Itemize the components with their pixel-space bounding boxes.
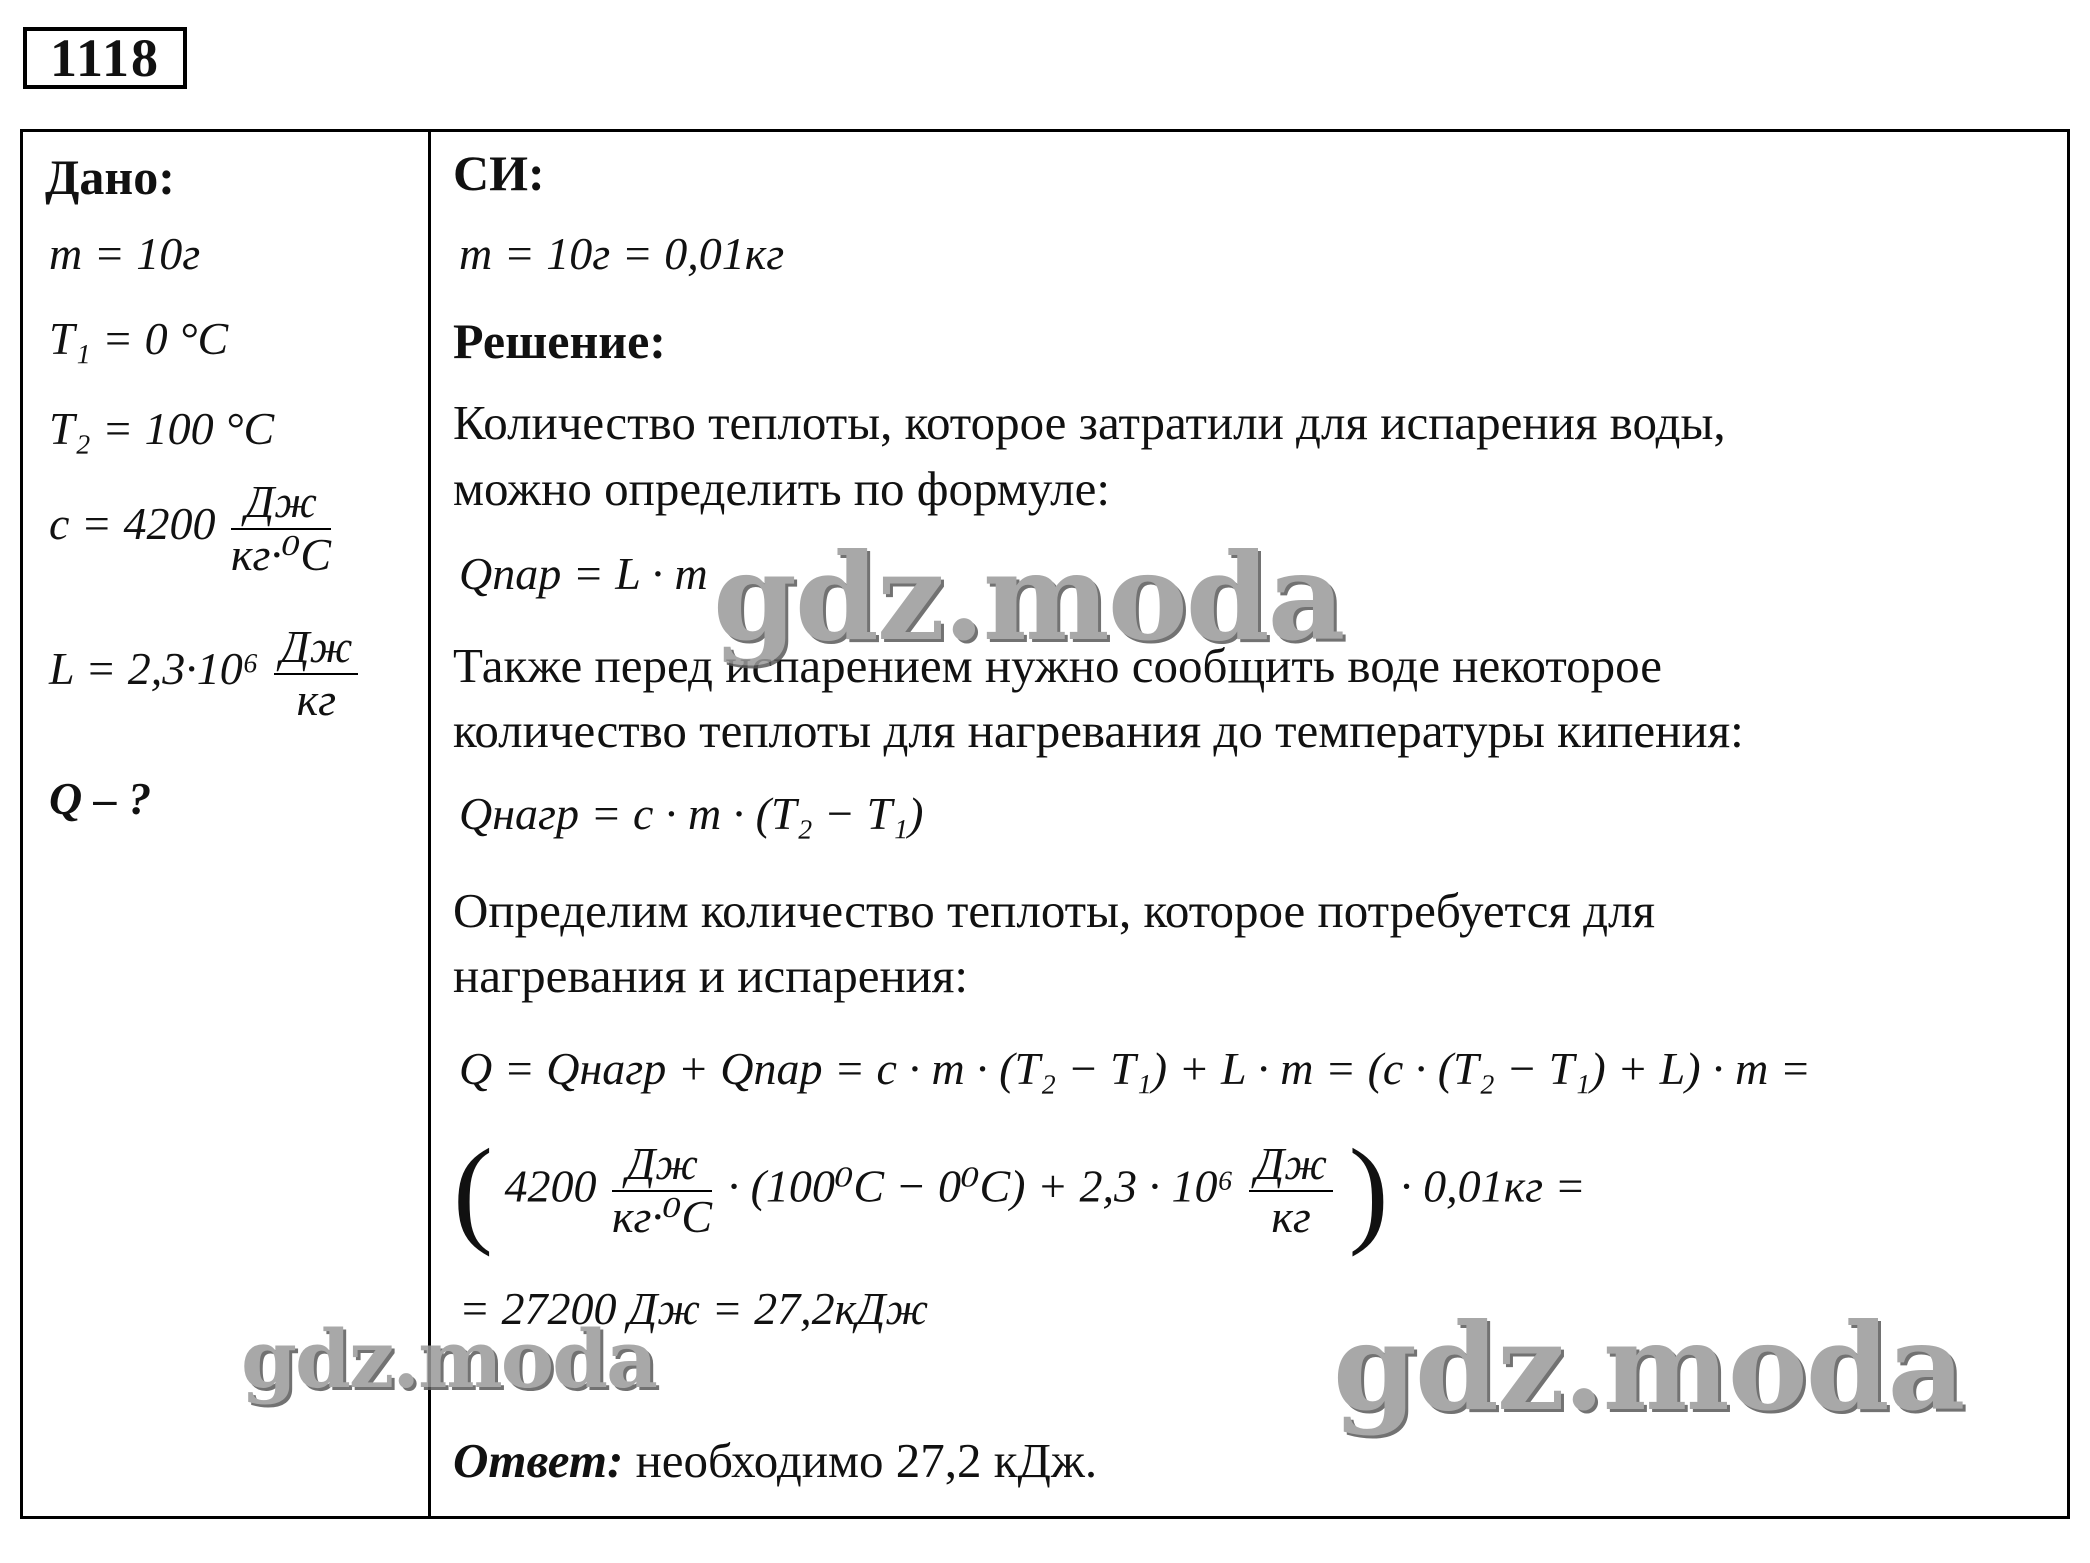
solution-paragraph-3-line-2: нагревания и испарения: xyxy=(453,948,969,1003)
si-conversion: m = 10г = 0,01кг xyxy=(459,228,785,279)
c-value: c = 4200 xyxy=(49,498,216,550)
given-specific-heat xyxy=(49,477,335,580)
sub-tail: · 0,01кг = xyxy=(1400,1160,1586,1212)
solution-paragraph-1-line-1: Количество теплоты, которое затратили для испарения воды, xyxy=(453,395,1726,450)
formula-total: Q = Qнагр + Qпар = c · m · (T₂ − T₁) + L · m = (c · (T₂ − T₁) + L) · m = xyxy=(459,1043,1811,1094)
given-t2: T₂ = 100 °C xyxy=(49,403,275,454)
right-paren-icon: ) xyxy=(1348,1124,1389,1257)
c-unit-numerator: Дж xyxy=(231,477,331,530)
answer-line xyxy=(453,1432,1097,1489)
c-unit-denominator: кг·⁰C xyxy=(230,528,332,580)
l-unit-numerator: Дж xyxy=(274,622,358,675)
formula-substitution xyxy=(453,1122,1586,1260)
problem-number: 1118 xyxy=(23,27,187,89)
sub-middle: · (100⁰C − 0⁰C) + 2,3 · 10⁶ xyxy=(727,1160,1234,1212)
watermark-left: gdz.moda xyxy=(241,1312,656,1406)
watermark-top: gdz.moda xyxy=(713,527,1344,668)
solution-paragraph-2-line-1: Также перед испарением нужно сообщить воде некоторое xyxy=(453,638,1662,693)
solution-heading: Решение: xyxy=(453,313,666,369)
solution-paragraph-1-line-2: можно определить по формуле: xyxy=(453,461,1110,516)
sub-l-unit-denominator: кг xyxy=(1271,1191,1311,1242)
sub-l-unit-numerator: Дж xyxy=(1249,1139,1333,1192)
given-find: Q – ? xyxy=(49,773,152,824)
given-mass: m = 10г xyxy=(49,228,201,279)
l-unit-denominator: кг xyxy=(296,673,337,725)
solution-table xyxy=(20,129,2070,1519)
given-latent-heat xyxy=(49,622,362,725)
formula-vaporization: Qпар = L · m xyxy=(459,548,708,599)
answer-text: необходимо 27,2 кДж. xyxy=(635,1433,1098,1488)
given-t1: T₁ = 0 °C xyxy=(49,313,229,364)
solution-paragraph-2-line-2: количество теплоты для нагревания до температуры кипения: xyxy=(453,703,1744,758)
sub-c-value: 4200 xyxy=(504,1160,597,1212)
solution-paragraph-3-line-1: Определим количество теплоты, которое потребуется для xyxy=(453,883,1656,938)
si-heading: СИ: xyxy=(453,145,545,201)
sub-c-unit-fraction xyxy=(612,1139,712,1242)
formula-result: = 27200 Дж = 27,2кДж xyxy=(459,1283,929,1334)
sub-l-unit-fraction xyxy=(1249,1139,1333,1242)
left-paren-icon: ( xyxy=(453,1124,493,1257)
given-heading: Дано: xyxy=(45,149,175,205)
l-value: L = 2,3·10⁶ xyxy=(49,643,259,695)
c-unit-fraction xyxy=(231,477,331,580)
answer-label: Ответ: xyxy=(453,1433,624,1488)
sub-c-unit-numerator: Дж xyxy=(612,1139,712,1192)
formula-heating: Qнагр = c · m · (T₂ − T₁) xyxy=(459,788,924,839)
column-divider xyxy=(428,132,431,1516)
l-unit-fraction xyxy=(274,622,358,725)
watermark-right: gdz.moda xyxy=(1333,1297,1964,1438)
sub-c-unit-denominator: кг·⁰C xyxy=(611,1191,713,1242)
